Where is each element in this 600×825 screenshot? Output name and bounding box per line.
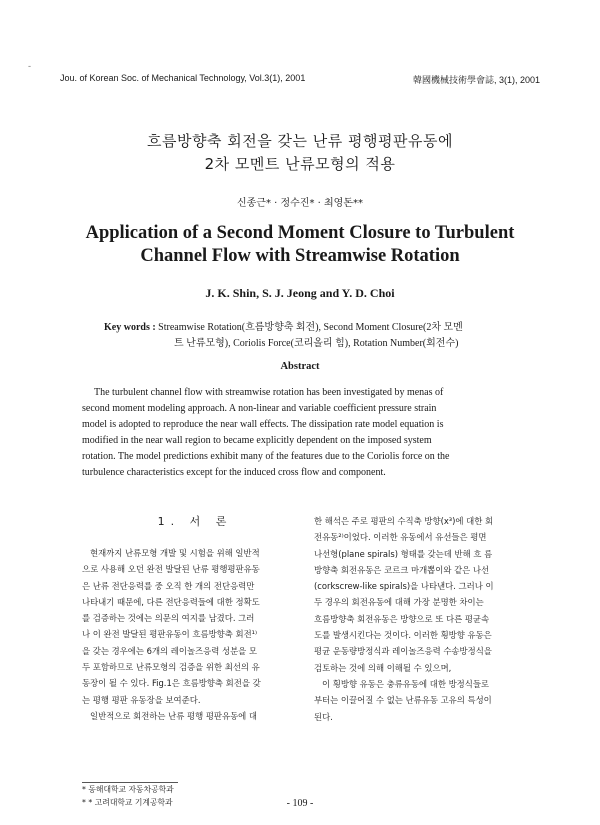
abstract-line: rotation. The model predictions exhibit many of the features due to the Coriolis force on the xyxy=(82,451,450,462)
body-line: (corkscrew-like spirals)을 나타낸다. 그러나 이 xyxy=(314,581,494,592)
right-column-body xyxy=(314,513,540,725)
abstract-line: modified in the near wall region to became explicitly dependent on the imposed system xyxy=(82,435,432,446)
korean-title-line-2: 2차 모멘트 난류모형의 적용 xyxy=(204,155,396,173)
abstract-line: second moment modeling approach. A non-linear and variable coefficient pressure strain xyxy=(82,403,437,414)
keywords-line-1 xyxy=(104,320,536,336)
keywords-line-2: 트 난류모형), Coriolis Force(코리올리 힘), Rotation Number(회전수) xyxy=(174,338,459,349)
body-line: 도를 발생시킨다는 것이다. 이러한 횡방향 유동은 xyxy=(314,630,492,641)
body-line: 흐름방향축 회전유동은 방향으로 또 다른 평균속 xyxy=(314,613,490,624)
body-line: 평균 운동량방정식과 레이놀즈응력 수송방정식을 xyxy=(314,646,492,657)
body-line: 동장이 될 수 있다. Fig.1은 흐름방향축 회전을 갖 xyxy=(82,678,261,689)
footnote-divider xyxy=(82,782,178,783)
keywords-text-1: Streamwise Rotation(흐름방향축 회전), Second Moment Closure(2차 모멘 xyxy=(158,322,463,333)
keywords-block xyxy=(104,320,536,352)
abstract-line: model is adopted to reproduce the near wall effects. The dissipation rate model equation is xyxy=(82,419,444,430)
body-line: 은 난류 전단응력를 중 오직 한 개의 전단응력만 xyxy=(82,580,255,591)
korean-authors: 신종근* · 정수진* · 최영돈** xyxy=(236,198,363,209)
abstract-heading: Abstract xyxy=(280,361,320,372)
section-title-introduction: 1. 서 론 xyxy=(157,515,233,528)
abstract-line: turbulence characteristics except for the induced cross flow and component. xyxy=(82,467,386,478)
body-line: 이 횡방향 유동은 충류유동에 대한 방정식들로 xyxy=(322,678,490,689)
body-line: 일반적으로 회전하는 난류 평행 평판유동에 대 xyxy=(90,710,258,721)
korean-title-line-1: 흐름방향축 회전을 갖는 난류 평행평판유동에 xyxy=(147,132,453,150)
body-line: 나선형(plane spirals) 형태를 갖는데 반해 흐 름 xyxy=(314,548,493,559)
body-line: 을 갖는 경우에는 6개의 레이놀즈응력 성분을 모 xyxy=(82,645,258,656)
body-line: 방향축 회전유동은 코르크 마개뽑이와 같은 나선 xyxy=(314,564,490,575)
body-line: 전유동²⁾이었다. 이러한 유동에서 유선들은 평면 xyxy=(314,532,487,543)
body-line: 검토하는 것에 의해 이해될 수 있으며, xyxy=(314,662,452,673)
abstract-body xyxy=(82,385,520,481)
body-line: 두 경우의 회전유동에 대해 가장 분명한 차이는 xyxy=(314,597,484,608)
body-line: 한 해석은 주로 평판의 수직축 방향(x³)에 대한 회 xyxy=(314,516,494,526)
body-line: 부터는 이끌어질 수 없는 난류유동 고유의 특성이 xyxy=(314,695,492,706)
body-line: 를 검증하는 것에는 의문의 여지를 남겼다. 그러 xyxy=(82,613,255,624)
journal-header-english: Jou. of Korean Soc. of Mechanical Technology, Vol.3(1), 2001 xyxy=(60,73,306,83)
left-column-body xyxy=(82,545,308,724)
body-line: 된다. xyxy=(314,711,333,722)
body-line: 나 이 완전 발달된 평판유동이 흐름방향축 회전¹⁾ xyxy=(82,629,258,640)
keywords-label: Key words : xyxy=(104,322,156,333)
footnote-affiliation-2: * * 고려대학교 기계공학과 xyxy=(82,797,173,807)
abstract-line: The turbulent channel flow with streamwise rotation has been investigated by menas of xyxy=(94,387,444,398)
english-authors: J. K. Shin, S. J. Jeong and Y. D. Choi xyxy=(205,286,395,300)
footnote-affiliation-1: * 동해대학교 자동차공학과 xyxy=(82,785,174,794)
body-line: 두 포함하므로 난류모형의 검증을 위한 최선의 유 xyxy=(82,662,260,673)
corner-mark: - xyxy=(28,62,32,72)
body-line: 는 평행 평판 유동장을 보여준다. xyxy=(82,694,201,705)
page-number: - 109 - xyxy=(286,798,314,809)
english-title-line-1: Application of a Second Moment Closure to Turbulent xyxy=(85,223,515,243)
body-line: 현재까지 난류모형 개발 및 시험을 위해 일반적 xyxy=(90,548,260,558)
body-line: 나타내기 때문에, 다른 전단응력들에 대한 정확도 xyxy=(82,596,260,607)
body-line: 으로 사용해 오던 완전 발달된 난류 평행평판유동 xyxy=(82,564,260,575)
english-title-line-2: Channel Flow with Streamwise Rotation xyxy=(140,246,460,266)
journal-header-korean: 韓國機械技術學會誌, 3(1), 2001 xyxy=(412,75,540,85)
